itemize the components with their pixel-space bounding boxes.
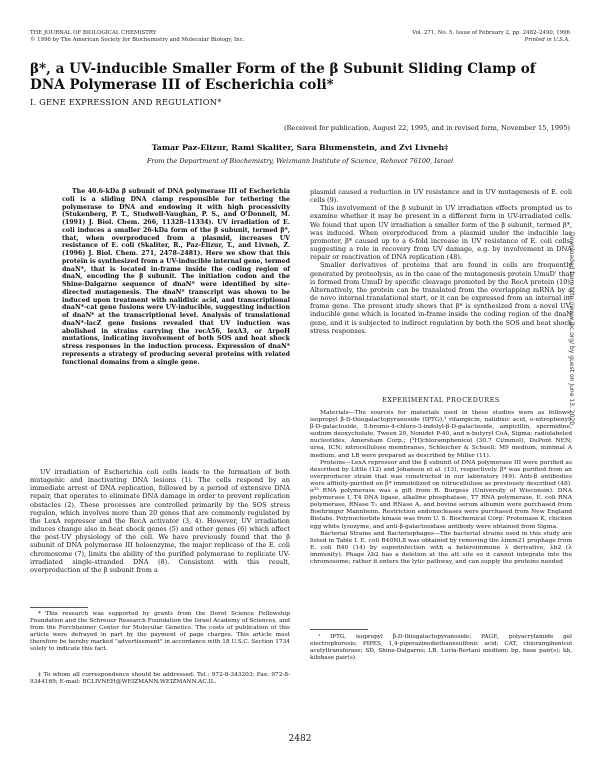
- affiliation: From the Department of Biochemistry, Weizmann Institute of Science, Rehovot 76100, Israel: [146, 157, 454, 165]
- volume-line: Vol. 271, No. 5, Issue of February 2, pp. 2482–2490, 1996: [412, 30, 570, 36]
- proteins-paragraph: Proteins—LexA repressor and the β subunit of DNA polymerase III were purified as described by Little (12) and Johanson et al. (13), respectively. β* was purified from an overproducer strain that was constructed in our laboratory (49). Anti-β antibodies were affinity-purified on β* immobilized on nitrocellulose as previously described (48). σ³² RNA polymerase was a gift from R. Burgess (University of Wisconsin). DNA polymerase I, T4 DNA ligase, alkaline phosphatase, T7 RNA polymerase, E. coli RNA polymerase, RNase T₁ and RNase A, and bovine serum albumin were purchased from Boehringer Mannheim. Restriction endonucleases were purchased from New England Biolabs. Polynucleotide kinase was from U. S. Biochemical Corp. Proteinase K, chicken egg white lysozyme, and anti-β-galactosidase antibody were obtained from Sigma.: [310, 458, 572, 530]
- materials-paragraph: Materials—The sources for materials used in these studies were as follows: isopropyl β-D-thiogalactopyranoside (IPTG),¹ rifampicin, nalidixic acid, o-nitrophenyl-β-D-galactoside, 5-bromo-4-chloro-3-indolyl-β-D-galactoside, ampicillin, spermidine, sodium deoxycholate, Tween 20, Nonidet P-40, and n-butyryl CoA, Sigma; radiolabeled nucleotides, Amersham Corp.; [³H]chloramphenicol (30.7 Ci/mmol), DuPont NEN; urea, ICN; nitrocellulose membranes, Schleicher & Schuell; M9 medium, minimal A medium, and LB were prepared as described by Miller (11).: [310, 409, 572, 459]
- received-dates: (Received for publication, August 22, 1995, and in revised form, November 15, 1995): [284, 124, 570, 132]
- methods-text: [310, 409, 572, 565]
- abstract: The 40.6-kDa β subunit of DNA polymerase III of Escherichia coli is a sliding DNA clamp responsible for tethering the polymerase to DNA and endowing it with high processivity (Stukenberg, P. T., Studwell-Vaughan, P. S., and O'Donnell, M. (1991) J. Biol. Chem. 266, 11328–11334). UV irradiation of E. coli induces a smaller 26-kDa form of the β subunit, termed β*, that, when overproduced from a plasmid, increases UV resistance of E. coli (Skaliter, R., Paz-Elizur, T., and Livneh, Z. (1996) J. Biol. Chem. 271, 2478–2481). Here we show that this protein is synthesized from a UV-inducible internal gene, termed dnaN*, that is located in-frame inside the coding region of dnaN, encoding the β subunit. The initiation codon and the Shine-Dalgarno sequence of dnaN* were identified by site-directed mutagenesis. The dnaN* transcript was shown to be induced upon treatment with nalidixic acid, and transcriptional dnaN*-cat gene fusions were UV-inducible, suggesting induction of dnaN* at the transcriptional level. Analysis of translational dnaN*-lacZ gene fusions revealed that UV induction was abolished in strains carrying the recA56, lexA3, or ΔrpoH mutations, indicating involvement of both SOS and heat shock stress responses in the induction process. Expression of dnaN* represents a strategy of producing several proteins with related functional domains from a single gene.: [62, 188, 290, 366]
- footnote-abbreviations: ¹ IPTG, isopropyl β-D-thiogalactopyranoside; PAGE, polyacrylamide gel electrophoresis; PIPES, 1,4-piperazinediethanesulfonic acid; CAT, chloramphenicol acetyltransferase; SD, Shine-Dalgarno; LB, Luria-Bertani medium; bp, base pair(s); kb, kilobase pair(s).: [310, 634, 572, 661]
- paragraph: This involvement of the β subunit in UV irradiation effects prompted us to examine whether it may be present in a different form in UV-irradiated cells. We found that upon UV irradiation a smaller form of the β subunit, termed β*, was induced. When overproduced from a plasmid under the inducible lac promoter, β* caused up to a 6-fold increase in UV resistance of E. coli cells, suggesting a role in recovery from UV damage, e.g. by involvement in DNA repair or reactivation of DNA replication (48).: [310, 204, 572, 262]
- page-number: 2482: [288, 734, 312, 744]
- printed-line: Printed in U.S.A.: [524, 36, 570, 43]
- footnote-correspondence: ‡ To whom all correspondence should be addressed. Tel.: 972-8-343203; Fax: 972-8-9344169; E-mail: BCLIVNEH@WEIZMANN.WEIZMANN.AC.IL.: [30, 672, 290, 686]
- footnote-funding: * This research was supported by grants from the Dorot Science Fellowship Foundation and the Schreuer Research Foundation the Israel Academy of Sciences, and from the Forchheimer Center for Molecular Genetics. The costs of publication of this article were defrayed in part by the payment of page charges. This article must therefore be hereby marked "advertisement" in accordance with 18 U.S.C. Section 1734 solely to indicate this fact.: [30, 611, 290, 653]
- journal-header: [30, 30, 244, 44]
- download-watermark-text: Downloaded from http://www.jbc.org/ by guest on June 13, 2020: [568, 232, 575, 426]
- section-heading: EXPERIMENTAL PROCEDURES: [382, 397, 500, 404]
- journal-name: THE JOURNAL OF BIOLOGICAL CHEMISTRY: [30, 30, 157, 36]
- footnote-divider: [30, 607, 88, 608]
- download-watermark: [569, 232, 579, 532]
- strains-paragraph: Bacterial Strains and Bacteriophages—The bacterial strains used in this study are listed in Table I. E. coli R40NL8 was obtained by removing the λimm21 prophage from E. coli R40 (14) by superinfection with a heteroimmune λ derivative, λb2 (λ immunity). Phage λb2 has a deletion at the att site so it cannot integrate into the chromosome; rather it enters the lytic pathway, and can supply the proteins needed: [310, 529, 572, 565]
- footnote-divider: [310, 629, 368, 630]
- issue-header: [412, 30, 570, 44]
- paragraph: plasmid caused a reduction in UV resistance and in UV mutagenesis of E. coli cells (9).: [310, 188, 572, 205]
- paragraph: Smaller derivatives of proteins that are found in cells are frequently generated by proteolysis, as in the case of the mutagenesis protein UmuD' that is formed from UmuD by specific cleavage promoted by the RecA protein (10). Alternatively, the protein can be translated from the overlapping mRNA by a de novo internal translational start, or it can be expressed from an internal in-frame gene. The present study shows that β* is synthesized from a novel UV-inducible gene which is located in-frame inside the coding region of the dnaN gene, and it is subjected to indirect regulation by both the SOS and heat shock stress responses.: [310, 261, 572, 335]
- introduction-text: UV irradiation of Escherichia coli cells leads to the formation of both mutagenic and inactivating DNA lesions (1). The cells respond by an immediate arrest of DNA replication, followed by a period of extensive DNA repair, that operates to eliminate DNA damage in order to prevent replication obstacles (2). These processes are controlled primarily by the SOS stress regulon, which involves more than 20 genes that are commonly regulated by the LexA repressor and the RecA activator (3, 4). However, UV irradiation induces change also in heat shock genes (5) and other genes (6) which affect the post-UV physiology of the cell. We have previously found that the β subunit of DNA polymerase III holoenzyme, the major replicase of the E. coli chromosome (7), limits the ability of the purified polymerase to replicate UV-irradiated single-stranded DNA (8). Consistent with this result, overproduction of the β subunit from a: [30, 468, 290, 574]
- author-list: Tamar Paz-Elizur, Rami Skaliter, Sara Blumenstein, and Zvi Livneh‡: [151, 143, 449, 152]
- title-line-2: DNA Polymerase III of Escherichia coli*: [30, 76, 334, 93]
- copyright-line: © 1996 by The American Society for Biochemistry and Molecular Biology, Inc.: [30, 36, 245, 43]
- title-line-1: β*, a UV-inducible Smaller Form of the β Subunit Sliding Clamp of: [30, 61, 536, 77]
- article-title: [30, 62, 570, 93]
- article-subtitle: I. GENE EXPRESSION AND REGULATION*: [30, 97, 222, 107]
- intro-continued: [310, 188, 572, 335]
